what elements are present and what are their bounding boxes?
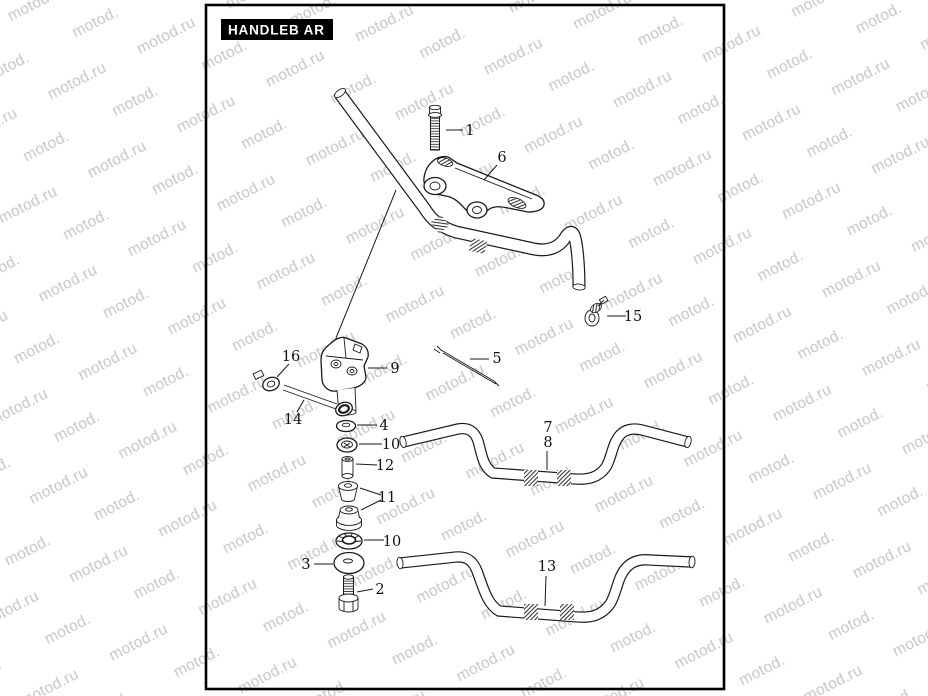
- knurl-band: [560, 604, 574, 620]
- page-title: HANDLEB AR: [228, 22, 325, 38]
- part-label-3: 3: [301, 557, 311, 573]
- part-label-4: 4: [379, 418, 389, 434]
- part-label-15: 15: [623, 309, 643, 325]
- part-label-8: 8: [543, 435, 553, 451]
- part-label-2: 2: [375, 582, 385, 598]
- part-10-slotted-washer-upper: [337, 438, 357, 452]
- part-label-1: 1: [465, 123, 475, 139]
- part-label-7: 7: [543, 420, 553, 436]
- part-label-5: 5: [492, 351, 502, 367]
- part-3-flat-washer: [334, 553, 364, 574]
- knurl-band: [524, 604, 538, 620]
- title-box: [221, 19, 333, 40]
- part-label-10-upper: 10: [381, 437, 401, 453]
- knurl-band: [557, 470, 571, 486]
- part-1-bolt: [429, 105, 442, 150]
- part-label-13: 13: [537, 559, 557, 575]
- part-label-14: 14: [283, 412, 303, 428]
- part-label-11: 11: [377, 490, 397, 506]
- part-10-cup-washer-lower: [336, 533, 362, 549]
- part-label-10-lower: 10: [382, 534, 402, 550]
- part-label-16: 16: [281, 349, 301, 365]
- part-4-washer: [337, 421, 356, 432]
- knurl-band: [524, 470, 538, 486]
- part-label-12: 12: [375, 458, 395, 474]
- part-label-9: 9: [390, 361, 400, 377]
- part-12-spacer-sleeve: [342, 457, 353, 479]
- part-label-6: 6: [497, 150, 507, 166]
